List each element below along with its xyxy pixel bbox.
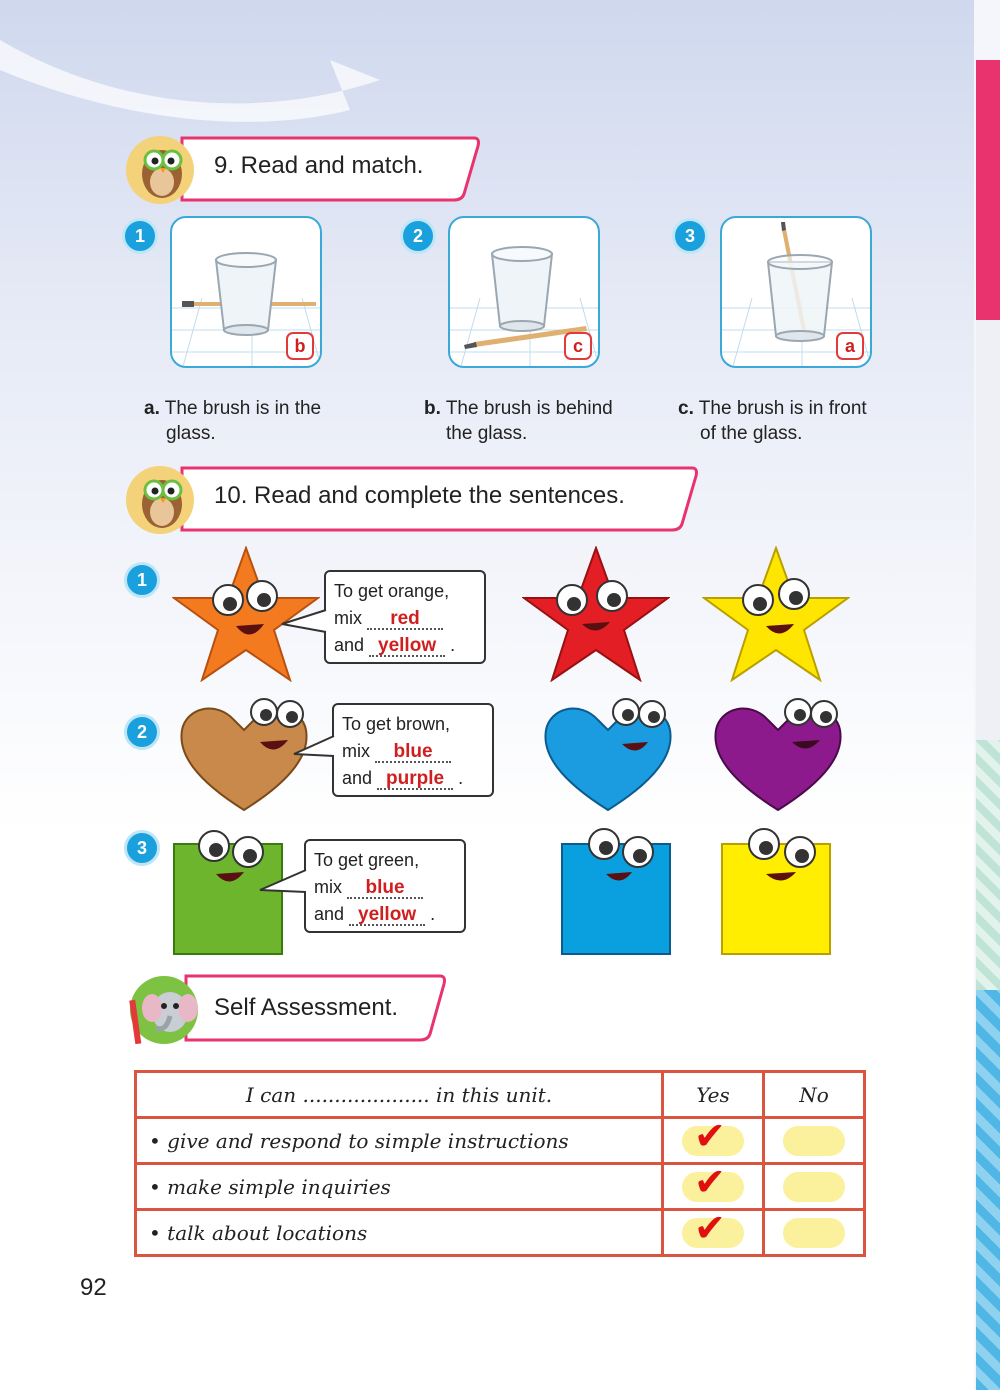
- page-number: 92: [80, 1274, 107, 1301]
- blank-answer-area: [783, 1218, 845, 1248]
- table-row: [136, 1164, 865, 1210]
- answer-blue: blue: [393, 741, 433, 762]
- exercise10-number-3: 3: [124, 830, 160, 866]
- edge-tab-pale: [976, 320, 1000, 740]
- bubble-3-intro: To get green,: [314, 850, 420, 870]
- answer-box-2: c: [564, 332, 592, 360]
- heart-purple: [710, 694, 846, 814]
- bubble-tail-3: [256, 866, 316, 906]
- answer-yellow-2: yellow: [358, 904, 417, 925]
- star-red: [522, 546, 670, 682]
- option-c: c. The brush is in front of the glass.: [678, 398, 867, 444]
- row-1-no[interactable]: [764, 1118, 865, 1164]
- answer-red: red: [390, 608, 420, 629]
- blank-answer-area: [783, 1172, 845, 1202]
- exercise10-number-2: 2: [124, 714, 160, 750]
- picture-frame-1: [170, 216, 322, 368]
- speech-bubble-1: To get orange, mix red and yellow .: [324, 570, 486, 664]
- square-blue: [560, 822, 676, 958]
- bubble-2-intro: To get brown,: [342, 714, 451, 734]
- owl-icon: [126, 136, 194, 204]
- row-1-yes[interactable]: [663, 1113, 764, 1164]
- speech-bubble-3: To get green, mix blue and yellow .: [304, 839, 466, 933]
- exercise9-banner: [122, 132, 482, 196]
- picture-frame-2: [448, 216, 600, 368]
- owl-icon: [126, 466, 194, 534]
- edge-tab-pink: [976, 60, 1000, 320]
- answer-yellow: yellow: [378, 635, 437, 656]
- answer-box-1: b: [286, 332, 314, 360]
- exercise9-number-2: 2: [400, 218, 436, 254]
- row-3-skill: • talk about locations: [136, 1210, 663, 1256]
- heart-blue: [540, 694, 676, 814]
- option-b: b. The brush is behind the glass.: [424, 398, 613, 444]
- exercise9-number-3: 3: [672, 218, 708, 254]
- decorative-swoosh: [0, 0, 420, 140]
- check-mark-icon: ✔: [694, 1205, 726, 1250]
- picture-frame-3: [720, 216, 872, 368]
- exercise9-number-1: 1: [122, 218, 158, 254]
- exercise9-title: 9. Read and match.: [214, 152, 424, 179]
- edge-tab-blue: [976, 990, 1000, 1390]
- self-assessment-table: [134, 1070, 866, 1257]
- exercise10-banner: [122, 462, 702, 526]
- bubble-tail-1: [278, 606, 338, 646]
- elephant-icon: [129, 976, 198, 1044]
- blank-answer-area: [783, 1126, 845, 1156]
- table-row: [136, 1118, 865, 1164]
- row-2-skill: • make simple inquiries: [136, 1164, 663, 1210]
- bubble-1-intro: To get orange,: [334, 581, 450, 601]
- row-3-yes[interactable]: [663, 1205, 764, 1256]
- check-mark-icon: ✔: [694, 1113, 726, 1158]
- answer-box-3: a: [836, 332, 864, 360]
- row-1-skill: • give and respond to simple instructions: [136, 1118, 663, 1164]
- header-yes: Yes: [663, 1072, 764, 1118]
- square-yellow: [720, 822, 836, 958]
- table-row: [136, 1210, 865, 1256]
- row-2-yes[interactable]: [663, 1159, 764, 1210]
- self-assessment-title: Self Assessment.: [214, 994, 399, 1021]
- bubble-tail-2: [290, 732, 350, 772]
- speech-bubble-2: To get brown, mix blue and purple .: [332, 703, 494, 797]
- exercise10-title: 10. Read and complete the sentences.: [214, 482, 625, 509]
- option-a: a. The brush is in the glass.: [144, 398, 322, 444]
- edge-tab-green: [976, 740, 1000, 990]
- self-assessment-banner: [126, 970, 446, 1034]
- check-mark-icon: ✔: [694, 1159, 726, 1204]
- row-2-no[interactable]: [764, 1164, 865, 1210]
- header-no: No: [764, 1072, 865, 1118]
- star-yellow: [702, 546, 850, 682]
- answer-purple: purple: [386, 768, 445, 789]
- header-i-can: I can .................... in this unit.: [136, 1072, 663, 1118]
- answer-blue-2: blue: [365, 877, 405, 898]
- exercise10-number-1: 1: [124, 562, 160, 598]
- table-header-row: [136, 1072, 865, 1118]
- row-3-no[interactable]: [764, 1210, 865, 1256]
